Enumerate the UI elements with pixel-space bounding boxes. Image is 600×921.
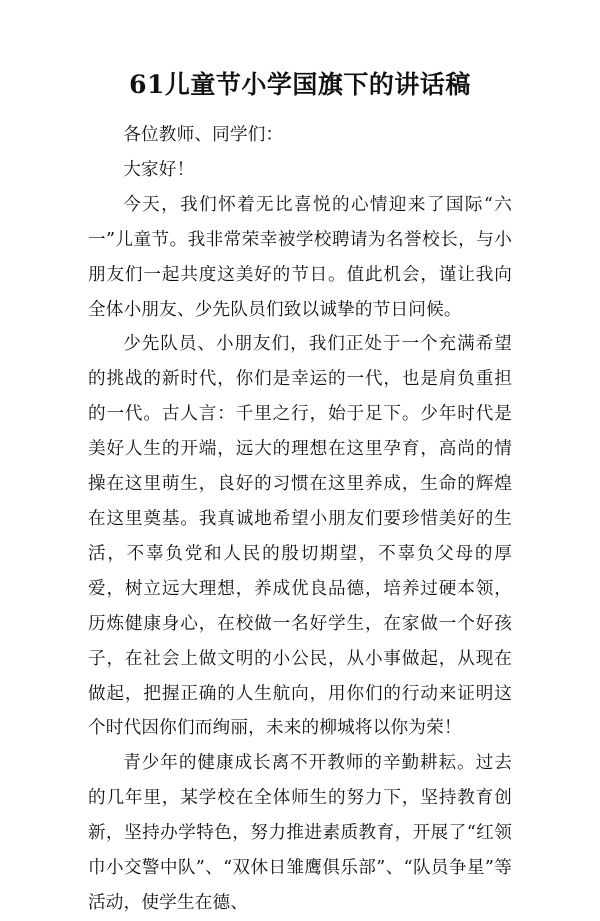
paragraph-hello: 大家好！ [123, 159, 195, 180]
paragraph-greeting: 各位教师、同学们： [123, 125, 284, 145]
page-title: 61儿童节小学国旗下的讲话稿 [129, 70, 471, 99]
document-body [88, 118, 512, 921]
paragraph-hopes: 少先队员、小朋友们，我们正处于一个充满希望的挑战的新时代，你们是幸运的一代，也是肩负重担的一代。古人言：千里之行，始于足下。少年时代是美好人生的开端，远大的理想在这里孕育，高尚的情操在这里萌生，良好的习惯在这里养成，生命的辉煌在这里奠基。我真诚地希望小朋友们要珍惜美好的生活，不辜负党和人民的殷切期望，不辜负父母的厚爱，树立远大理想，养成优良品德，培养过硬本领，历炼健康身心，在校做一名好学生，在家做一个好孩子，在社会上做文明的小公民，从小事做起，从现在做起，把握正确的人生航向，用你们的行动来证明这个时代因你们而绚丽，未来的柳城将以你为荣！ [88, 334, 512, 739]
paragraph-intro: 今天，我们怀着无比喜悦的心情迎来了国际“六一”儿童节。我非常荣幸被学校聘请为名誉校长，与小朋友们一起共度这美好的节日。值此机会，谨让我向全体小朋友、少先队员们致以诚挚的节日问候。 [88, 194, 512, 320]
paragraph-teachers: 青少年的健康成长离不开教师的辛勤耕耘。过去的几年里，某学校在全体师生的努力下，坚持教育创新，坚持办学特色，努力推进素质教育，开展了“红领巾小交警中队”、“双休日雏鹰俱乐部”、“队员争星”等活动，使学生在德、 [88, 753, 512, 913]
